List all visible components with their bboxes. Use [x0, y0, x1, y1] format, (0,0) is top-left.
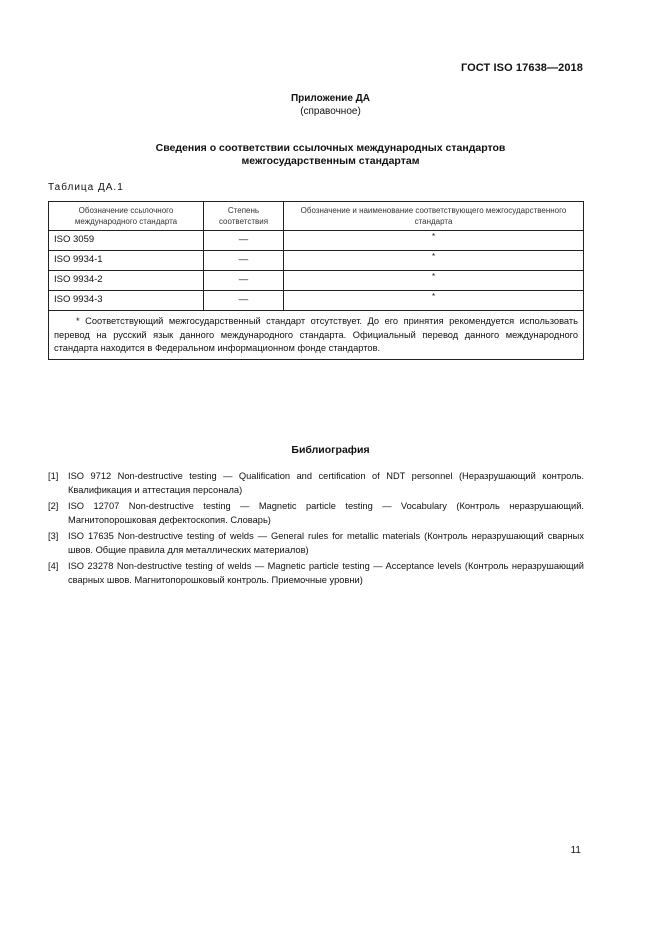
table-row	[49, 271, 584, 291]
table-caption: Таблица ДА.1	[48, 182, 124, 193]
table-footnote-row	[49, 311, 584, 360]
cell-gost: *	[284, 271, 584, 291]
bibliography-item	[48, 529, 584, 557]
bibliography-item-number: [4]	[48, 561, 59, 571]
cell-degree: —	[204, 271, 284, 291]
appendix-heading	[0, 92, 661, 118]
appendix-title: Приложение ДА	[290, 93, 371, 104]
table-row	[49, 291, 584, 311]
bibliography-item	[48, 499, 584, 527]
header-standard: Обозначение ссылочного международного стандарта	[49, 202, 204, 231]
bibliography-item-number: [2]	[48, 501, 59, 511]
header-gost: Обозначение и наименование соответствующего межгосударственного стандарта	[284, 202, 584, 231]
cell-standard: ISO 3059	[49, 231, 204, 251]
table-row	[49, 231, 584, 251]
bibliography-item-text: ISO 12707 Non-destructive testing — Magnetic particle testing — Vocabulary (Контроль неразрушающий. Магнитопорошковая дефектоскопия. Словарь)	[68, 501, 584, 525]
bibliography-item	[48, 469, 584, 497]
cell-degree: —	[204, 231, 284, 251]
section-title	[0, 142, 661, 168]
table-header-row	[49, 202, 584, 231]
cell-degree: —	[204, 251, 284, 271]
standard-code: ГОСТ ISO 17638—2018	[460, 62, 583, 74]
footnote-text: * Соответствующий межгосударственный стандарт отсутствует. До его принятия рекомендуется использовать перевод на русский язык данного международного стандарта. Официальный перевод данного международного стандарта находится в Федеральном информационном фонде стандартов.	[54, 316, 578, 353]
page-number: 11	[570, 845, 581, 856]
header-degree: Степень соответствия	[204, 202, 284, 231]
table-footnote	[49, 311, 584, 360]
cell-gost: *	[284, 251, 584, 271]
table-row	[49, 251, 584, 271]
cell-standard: ISO 9934-2	[49, 271, 204, 291]
correspondence-table	[48, 201, 584, 360]
bibliography-title: Библиография	[291, 444, 370, 456]
section-title-line1: Сведения о соответствии ссылочных международных стандартов	[155, 142, 506, 154]
cell-standard: ISO 9934-1	[49, 251, 204, 271]
bibliography-item-number: [3]	[48, 531, 59, 541]
section-title-line2: межгосударственным стандартам	[241, 155, 420, 167]
bibliography-item-text: ISO 23278 Non-destructive testing of welds — Magnetic particle testing — Acceptance levels (Контроль неразрушающий сварных швов. Магнитопорошковый контроль. Приемочные уровни)	[68, 561, 584, 585]
bibliography-list	[48, 469, 584, 589]
bibliography-item	[48, 559, 584, 587]
bibliography-item-text: ISO 17635 Non-destructive testing of welds — General rules for metallic materials (Контроль неразрушающий сварных швов. Общие правила для металлических материалов)	[68, 531, 584, 555]
cell-gost: *	[284, 291, 584, 311]
bibliography-item-text: ISO 9712 Non-destructive testing — Qualification and certification of NDT personnel (Неразрушающий контроль. Квалификация и аттестация персонала)	[68, 471, 584, 495]
cell-gost: *	[284, 231, 584, 251]
cell-degree: —	[204, 291, 284, 311]
cell-standard: ISO 9934-3	[49, 291, 204, 311]
appendix-subtitle: (справочное)	[300, 106, 361, 117]
bibliography-item-number: [1]	[48, 471, 59, 481]
